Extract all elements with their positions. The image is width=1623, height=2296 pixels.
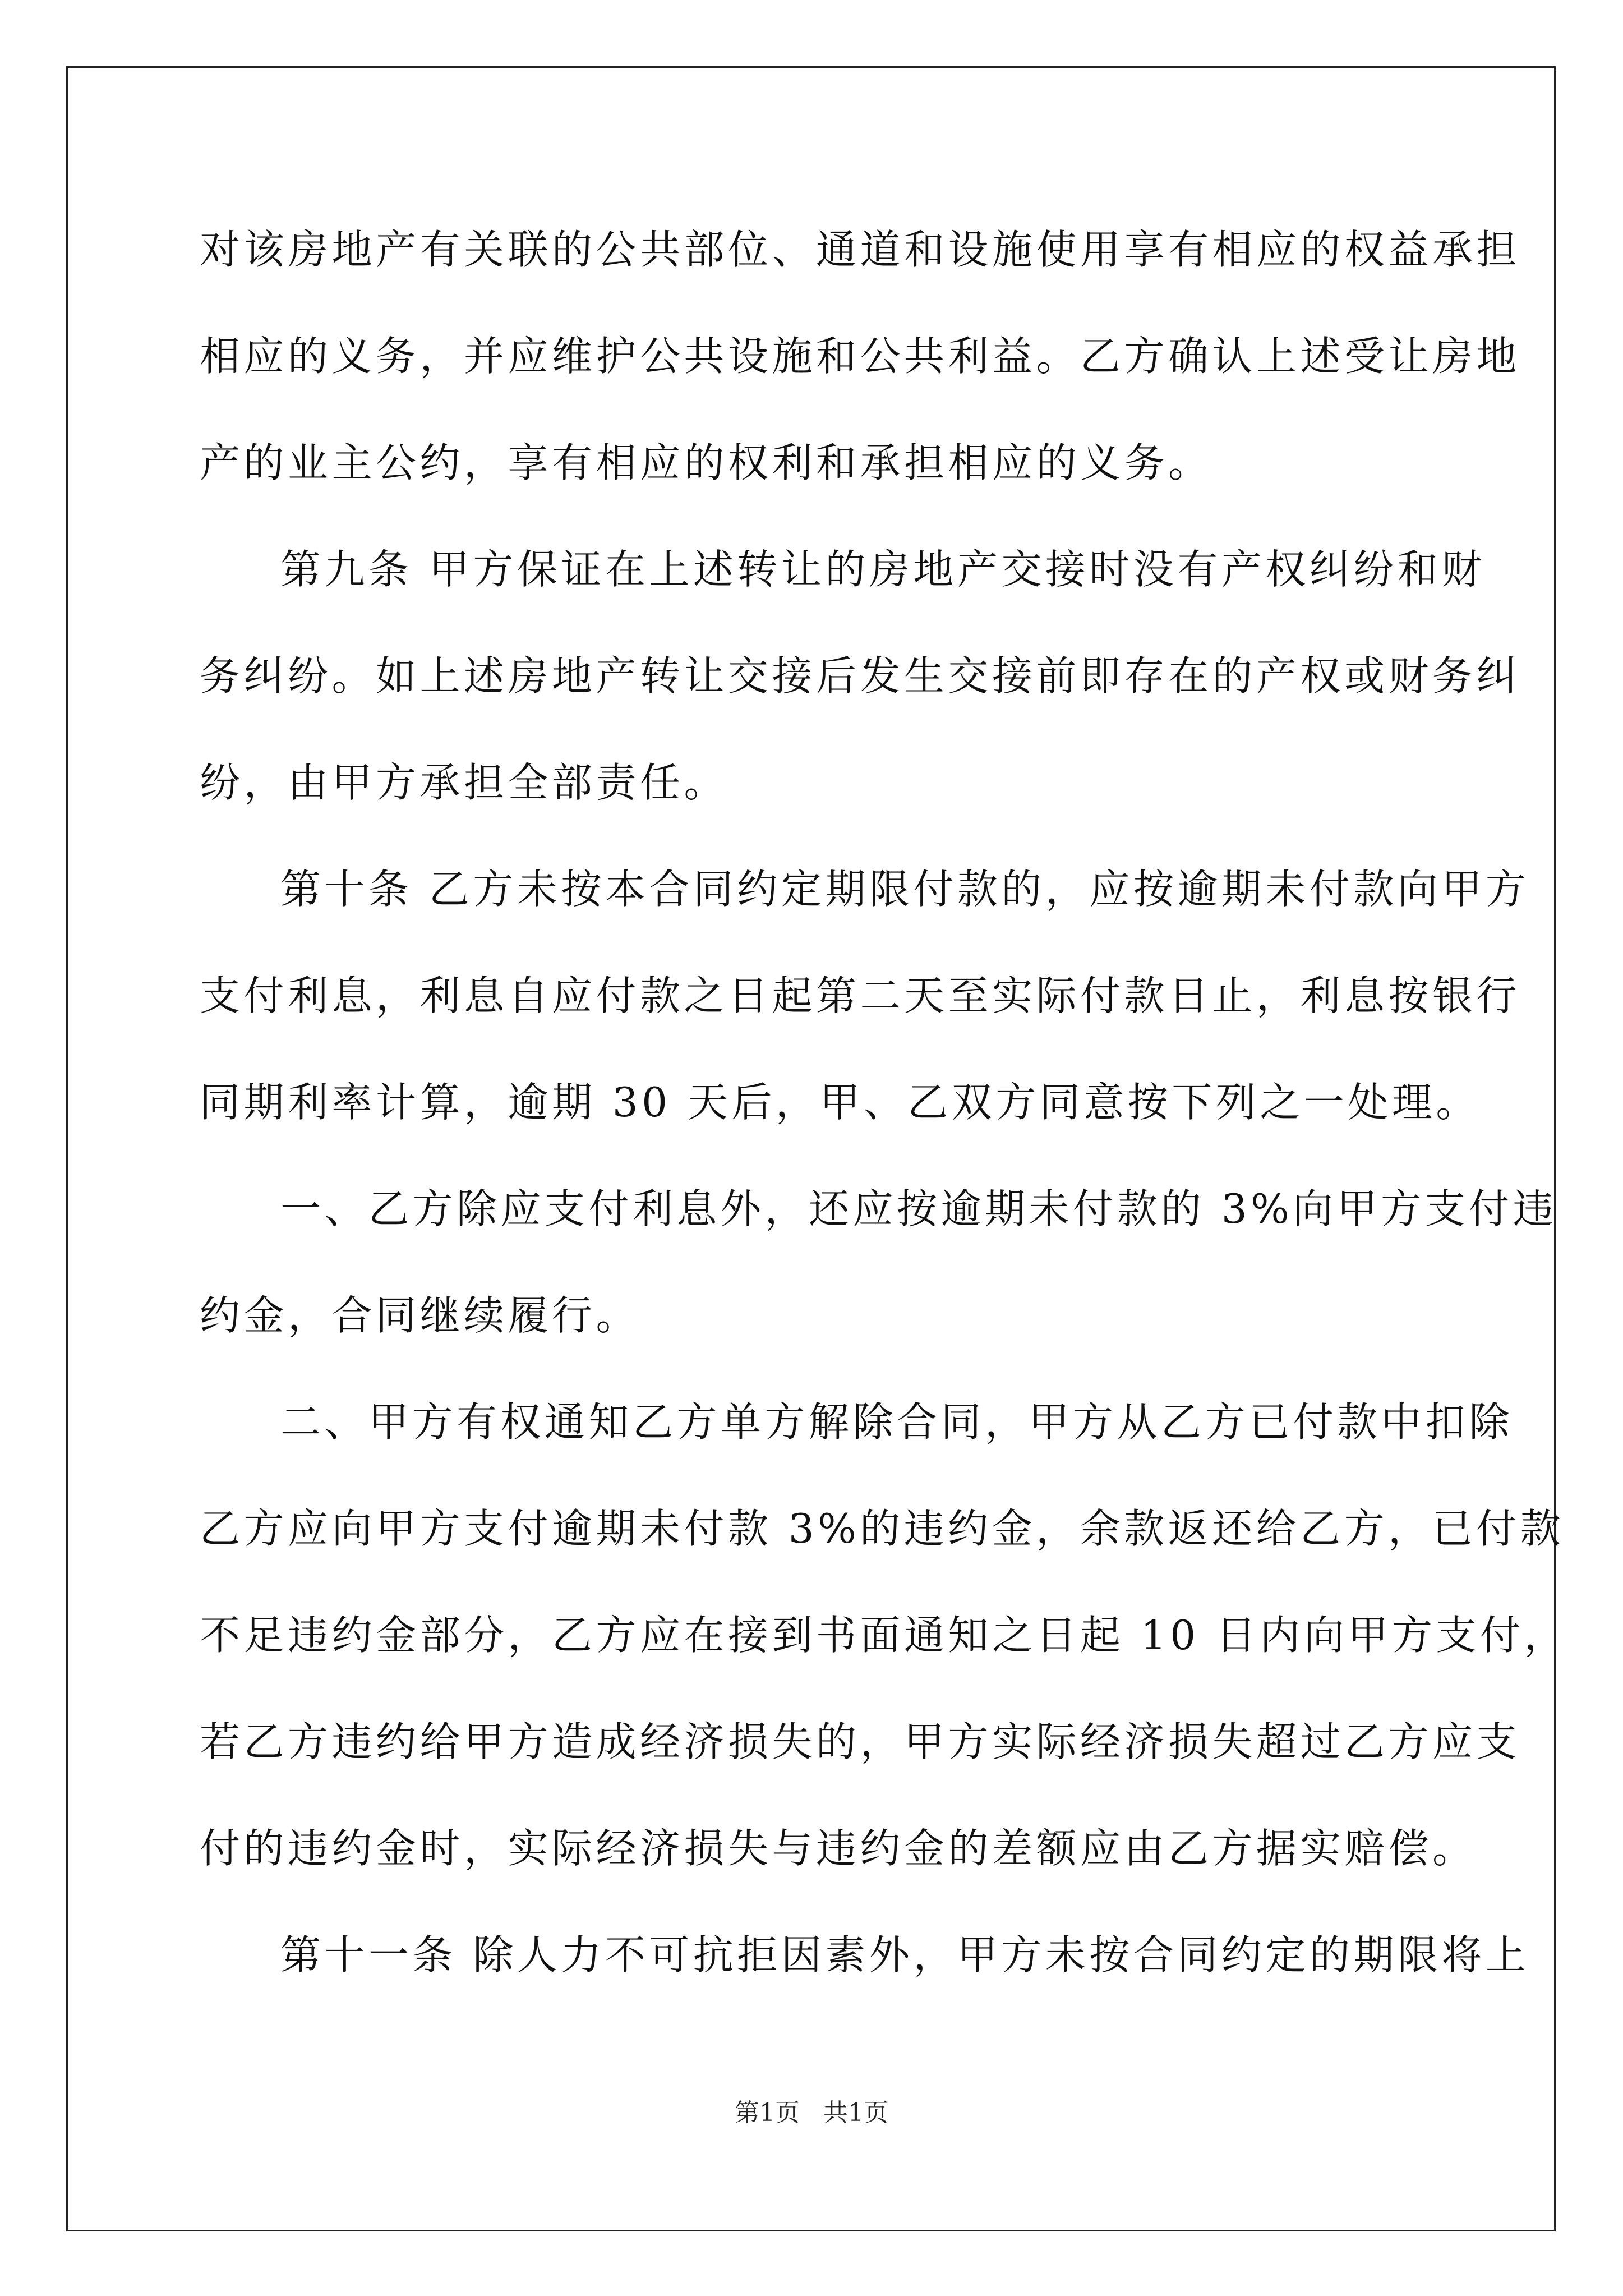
text-line: 第九条 甲方保证在上述转让的房地产交接时没有产权纠纷和财	[280, 546, 1486, 593]
text-line: 约金，合同继续履行。	[200, 1292, 640, 1339]
text-line: 乙方应向甲方支付逾期未付款 3%的违约金，余款返还给乙方，已付款	[200, 1505, 1565, 1552]
text-line: 支付利息，利息自应付款之日起第二天至实际付款日止，利息按银行	[200, 972, 1521, 1019]
text-line: 二、甲方有权通知乙方单方解除合同，甲方从乙方已付款中扣除	[280, 1398, 1514, 1446]
text-line: 若乙方违约给甲方造成经济损失的，甲方实际经济损失超过乙方应支	[200, 1718, 1521, 1765]
text-line: 第十条 乙方未按本合同约定期限付款的，应按逾期未付款向甲方	[280, 866, 1530, 913]
text-line: 同期利率计算，逾期 30 天后，甲、乙双方同意按下列之一处理。	[200, 1079, 1480, 1126]
page-footer: 第1页 共1页	[735, 2099, 888, 2127]
text-line: 务纠纷。如上述房地产转让交接后发生交接前即存在的产权或财务纠	[200, 652, 1521, 700]
text-line: 产的业主公约，享有相应的权利和承担相应的义务。	[200, 439, 1212, 486]
text-line: 一、乙方除应支付利息外，还应按逾期未付款的 3%向甲方支付违	[280, 1185, 1557, 1232]
text-line: 付的违约金时，实际经济损失与违约金的差额应由乙方据实赔偿。	[200, 1825, 1477, 1872]
document-body	[200, 210, 1568, 2022]
text-line: 对该房地产有关联的公共部位、通道和设施使用享有相应的权益承担	[200, 226, 1521, 273]
text-line: 纷，由甲方承担全部责任。	[200, 759, 728, 806]
text-line: 相应的义务，并应维护公共设施和公共利益。乙方确认上述受让房地	[200, 333, 1521, 380]
text-line: 第十一条 除人力不可抗拒因素外，甲方未按合同约定的期限将上	[280, 1931, 1530, 1978]
text-line: 不足违约金部分，乙方应在接到书面通知之日起 10 日内向甲方支付，	[200, 1612, 1568, 1659]
